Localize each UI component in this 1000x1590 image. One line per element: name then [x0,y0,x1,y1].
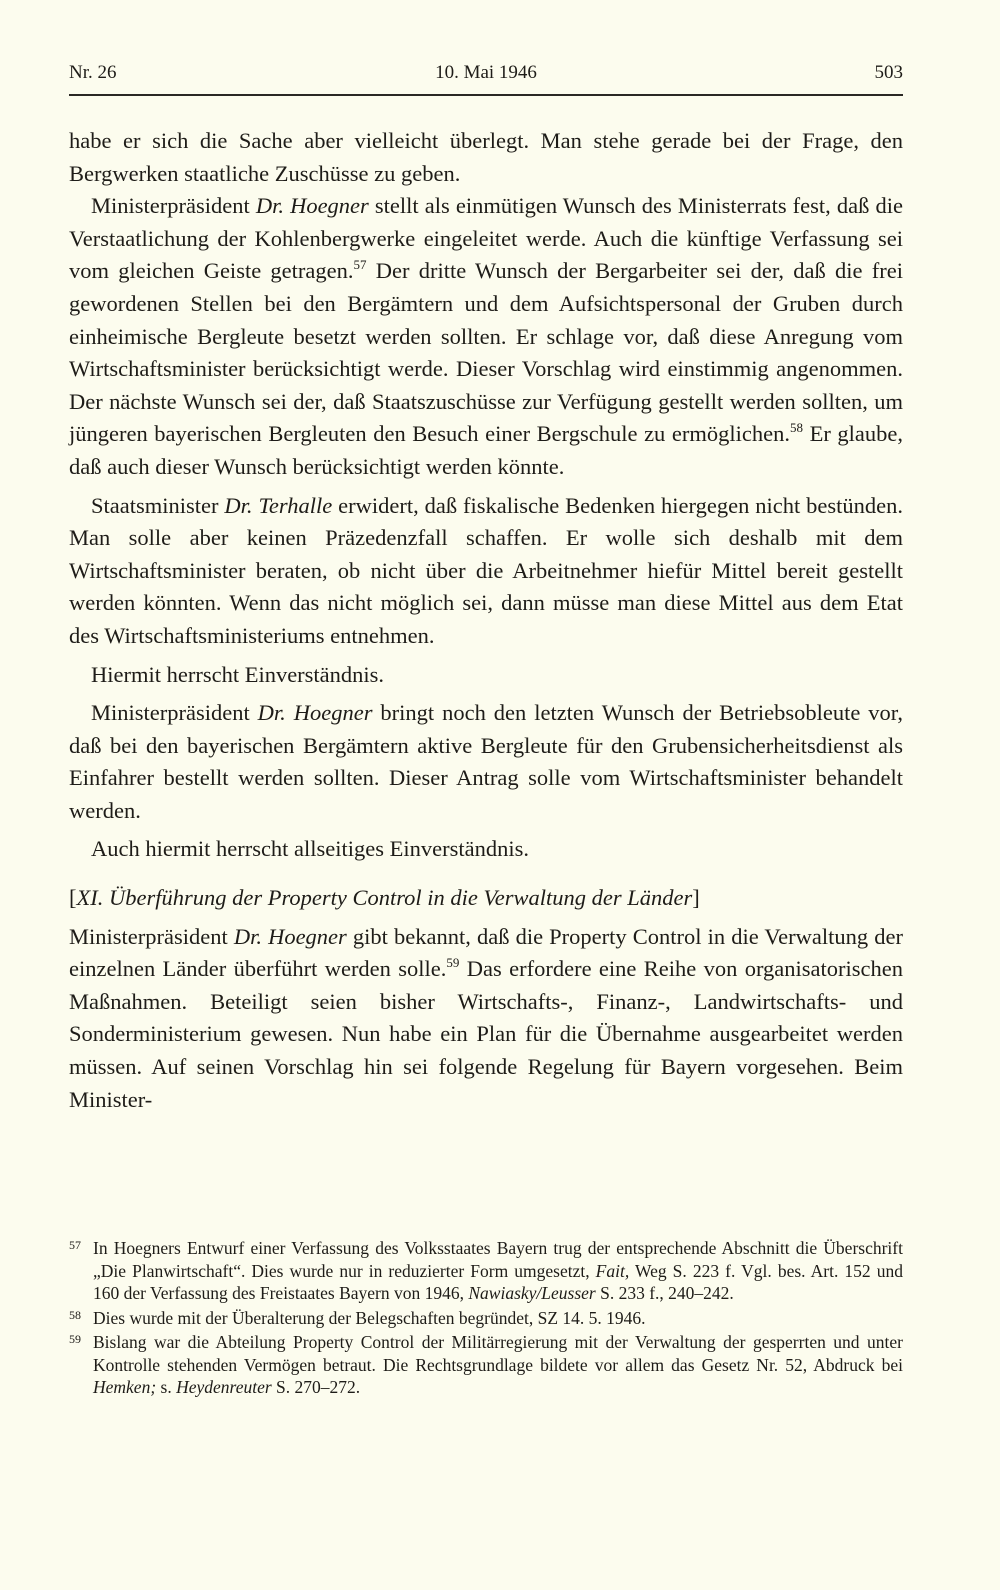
footnote-59: 59 Bislang war die Abteilung Property Control der Militärregierung mit der Verwaltung der gesperrten und unter Kontrolle stehenden Vermögen betraut. Die Rechtsgrundlage bildete vor allem das Gesetz Nr. 52, Abdruck bei Hemken; s. Heydenreuter S. 270–272. [69,1331,903,1399]
citation-author: Heydenreuter [176,1377,272,1397]
speaker-name: Dr. Hoegner [257,700,373,726]
running-head [69,62,903,90]
paragraph-agreement: Hiermit herrscht Einverständnis. [91,661,385,687]
footnote-57: 57 In Hoegners Entwurf einer Verfassung des Volksstaates Bayern trug der entsprechende Abschnitt die Überschrift „Die Planwirtschaft“. Dies wurde nur in reduzierter Form umgesetzt, Fait, Weg S. 223 f. Vgl. bes. Art. 152 und 160 der Verfassung des Freistaates Bayern von 1946, Nawiasky/Leusser S. 233 f., 240–242. [69,1237,903,1305]
footnote-number: 57 [69,1238,81,1252]
paragraph-full-agreement: Auch hiermit herrscht allseitiges Einverständnis. [91,836,530,862]
speaker-name: Dr. Hoegner [233,923,347,949]
footnote-number: 59 [69,1332,81,1346]
paragraph-hoegner-last-wish: Ministerpräsident Dr. Hoegner bringt noch den letzten Wunsch der Betriebsobleute vor, daß bei den bayerischen Bergämtern aktive Bergleute für den Grubensicherheitsdienst als Einfahrer bestellt werden sollten. Dieser Antrag solle vom Wirtschaftsminister behandelt werden. [69,700,903,823]
body-text [69,125,903,1116]
citation-author: Nawiasky/Leusser [468,1283,596,1303]
citation-author: Hemken; [93,1377,157,1397]
paragraph-terhalle: Staatsminister Dr. Terhalle erwidert, daß fiskalische Bedenken hiergegen nicht bestünden. Man solle aber keinen Präzedenzfall schaffen. Er wolle sich deshalb mit dem Wirtschaftsminister beraten, ob nicht über die Arbeitnehmer hiefür Mittel bereit gestellt werden könnten. Wenn das nicht möglich sei, dann müsse man diese Mittel aus dem Etat des Wirtschaftsministeriums entnehmen. [69,492,903,648]
issue-number: Nr. 26 [69,62,117,83]
footnotes [69,1237,903,1401]
header-rule [69,94,903,96]
speaker-name: Dr. Hoegner [255,193,369,219]
footnote-ref-57[interactable]: 57 [353,257,367,273]
paragraph-hoegner-wishes: Ministerpräsident Dr. Hoegner stellt als einmütigen Wunsch des Ministerrats fest, daß die Verstaatlichung der Kohlenbergwerke eingeleitet werde. Auch die künftige Verfassung sei vom gleichen Geiste getragen.$^{57}$ Der dritte Wunsch der Bergarbeiter sei der, daß die frei gewordenen Stellen bei den Bergämtern und dem Aufsichtspersonal der Gruben durch einheimische Bergleute besetzt werden sollten. Er schlage vor, daß diese Anregung vom Wirtschaftsminister berücksichtigt werde. Dieser Vorschlag wird einstimmig angenommen. Der nächste Wunsch sei der, daß Staatszuschüsse zur Verfügung gestellt werden sollten, um jüngeren bayerischen Bergleuten den Besuch einer Bergschule zu ermöglichen.$^{58}$ Er glaube, daß auch dieser Wunsch berücksichtigt werden könnte. [69,193,903,479]
header-date: 10. Mai 1946 [435,62,537,83]
section-heading: [XI. Überführung der Property Control in die Verwaltung der Länder] [69,885,700,911]
paragraph-continued: habe er sich die Sache aber vielleicht überlegt. Man stehe gerade bei der Frage, den Bergwerken staatliche Zuschüsse zu geben. [69,128,903,186]
paragraph-property-control: Ministerpräsident Dr. Hoegner gibt bekannt, daß die Property Control in die Verwaltung der einzelnen Länder überführt werden solle.$^{59}$ Das erfordere eine Reihe von organisatorischen Maßnahmen. Beteiligt seien bisher Wirtschafts-, Finanz-, Landwirtschafts- und Sonderministerium gewesen. Nun habe ein Plan für die Übernahme ausgearbeitet werden müssen. Auf seinen Vorschlag hin sei folgende Regelung für Bayern vorgesehen. Beim Minister- [69,923,903,1112]
footnote-ref-58[interactable]: 58 [789,420,803,436]
speaker-name: Dr. Terhalle [224,492,333,518]
citation-author: Fait, [595,1260,630,1281]
footnote-ref-59[interactable]: 59 [446,955,460,971]
footnote-58: 58 Dies wurde mit der Überalterung der Belegschaften begründet, SZ 14. 5. 1946. [69,1307,903,1330]
page-number: 503 [874,62,903,83]
footnote-number: 58 [69,1307,81,1322]
section-title: XI. Überführung der Property Control in die Verwaltung der Länder [76,885,693,911]
